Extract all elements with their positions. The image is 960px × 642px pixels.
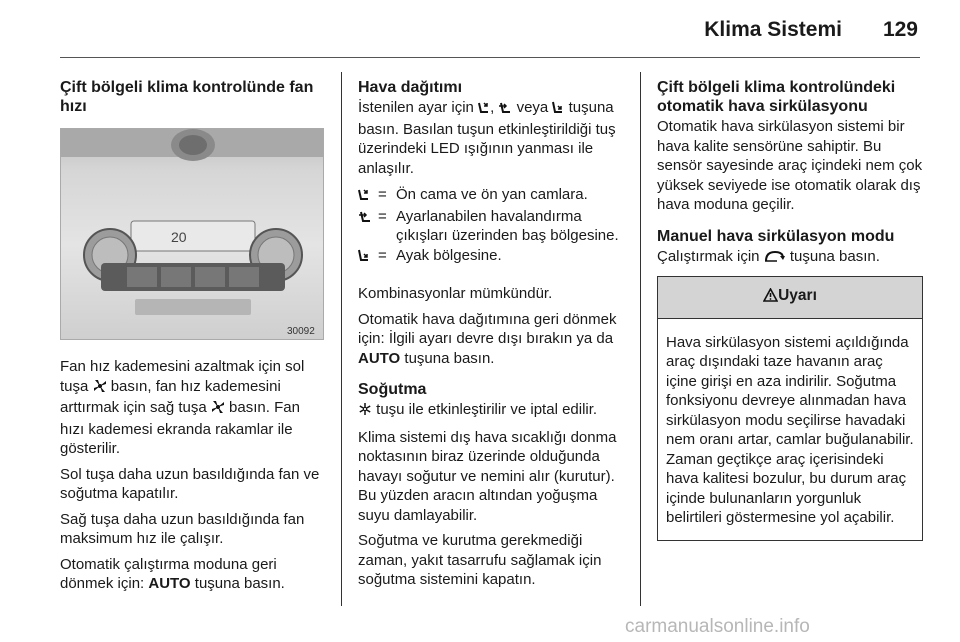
paragraph: İstenilen ayar için , veya tuşuna basın. Basılan tuşun etkinleştirildiği tuş üzerindeki LED ışığının yanması ile anlaşılır.: [358, 99, 616, 177]
column-recirculation: [657, 78, 923, 541]
section-heading-air-distribution: Hava dağıtımı: [358, 79, 463, 96]
section-heading-manual-recirculation: Manuel hava sirkülasyon modu: [657, 227, 895, 245]
warning-title: Uyarı: [778, 287, 817, 304]
snowflake-icon: [358, 402, 372, 422]
warning-triangle-icon: [763, 288, 778, 308]
section-heading-cooling: Soğutma: [358, 381, 427, 398]
paragraph: Soğutma ve kurutma gerekmediği zaman, yakıt tasarrufu sağlamak için soğutma sistemini kapatın.: [358, 532, 602, 588]
paragraph: Otomatik hava sirkülasyon sistemi bir hava kalite sensörüne sahiptir. Bu sensör sayesinde araç içindeki nem çok yüksek seviyede ise otomatik olarak dış hava moduna geçilir.: [657, 118, 923, 213]
windscreen-airflow-icon: [358, 187, 370, 207]
warning-text: Hava sirkülasyon sistemi açıldığında araç dışındaki taze havanın araç içine girişi en aza indirilir. Soğutma fonksiyonu devreye alınmadan hava sirkülasyon modu seçilirse havadaki nem oranı artar, camlar buğulanabilir. Zaman geçtikçe araç içerisindeki hava kalitesi bozulur, bu durum araç içinde bulunanların yorgunluk belirtileri göstermesine yol açabilir.: [666, 333, 914, 526]
column-fan-speed: [60, 78, 326, 594]
climate-control-panel-photo: [60, 128, 324, 340]
legend-row: = Ön cama ve ön yan camlara.: [358, 185, 624, 207]
paragraph: Kombinasyonlar mümkündür.: [358, 285, 553, 302]
paragraph: Otomatik hava dağıtımına geri dönmek için: İlgili ayarı devre dışı bırakın ya da AUTO tuşuna basın.: [358, 310, 617, 367]
head-airflow-icon: [358, 209, 372, 229]
paragraph: Fan hız kademesini azaltmak için sol tuşa basın, fan hız kademesini arttırmak için sağ tuşa basın. Fan hızı kademesi ekranda rakamlar ile gösterilir.: [60, 358, 305, 457]
page-number: 129: [882, 18, 918, 41]
footwell-airflow-icon: [552, 100, 564, 120]
column-divider: [640, 72, 641, 606]
recirculation-icon: [764, 249, 786, 269]
watermark: carmanualsonline.info: [625, 616, 810, 637]
figure-label: 30092: [287, 326, 315, 337]
column-divider: [341, 72, 342, 606]
section-heading-fan-speed: Çift bölgeli klima kontrolünde fan hızı: [60, 79, 314, 115]
paragraph: Sağ tuşa daha uzun basıldığında fan maksimum hız ile çalışır.: [60, 510, 305, 547]
paragraph: Çalıştırmak için tuşuna basın.: [657, 247, 923, 269]
windscreen-airflow-icon: [478, 100, 490, 120]
legend-row: = Ayarlanabilen havalandırma çıkışları üzerinden baş bölgesine.: [358, 207, 624, 246]
fan-icon: [93, 379, 107, 399]
paragraph: Sol tuşa daha uzun basıldığında fan ve soğutma kapatılır.: [60, 465, 320, 502]
legend-row: = Ayak bölgesine.: [358, 246, 624, 268]
head-airflow-icon: [498, 100, 512, 120]
warning-header: [658, 277, 922, 319]
paragraph: Klima sistemi dış hava sıcaklığı donma noktasının biraz üzerinde olduğunda havayı soğutur ve nemini alır (kurutur). Bu yüzden aracın altından yoğuşma suyu damlayabilir.: [358, 428, 617, 524]
warning-box: [657, 276, 923, 541]
paragraph: tuşu ile etkinleştirilir ve iptal edilir.: [358, 400, 624, 422]
paragraph: Otomatik çalıştırma moduna geri dönmek için: AUTO tuşuna basın.: [60, 555, 285, 592]
section-heading-auto-recirculation: Çift bölgeli klima kontrolündeki otomatik hava sirkülasyonu: [657, 79, 896, 115]
warning-body: [658, 319, 922, 540]
column-air-distribution: [358, 78, 624, 590]
fan-icon: [211, 400, 225, 420]
header-title: Klima Sistemi: [704, 18, 842, 41]
air-distribution-legend: [358, 185, 624, 267]
footwell-airflow-icon: [358, 248, 370, 268]
panel-display-value: 20: [171, 229, 187, 245]
page-header: [60, 0, 920, 58]
